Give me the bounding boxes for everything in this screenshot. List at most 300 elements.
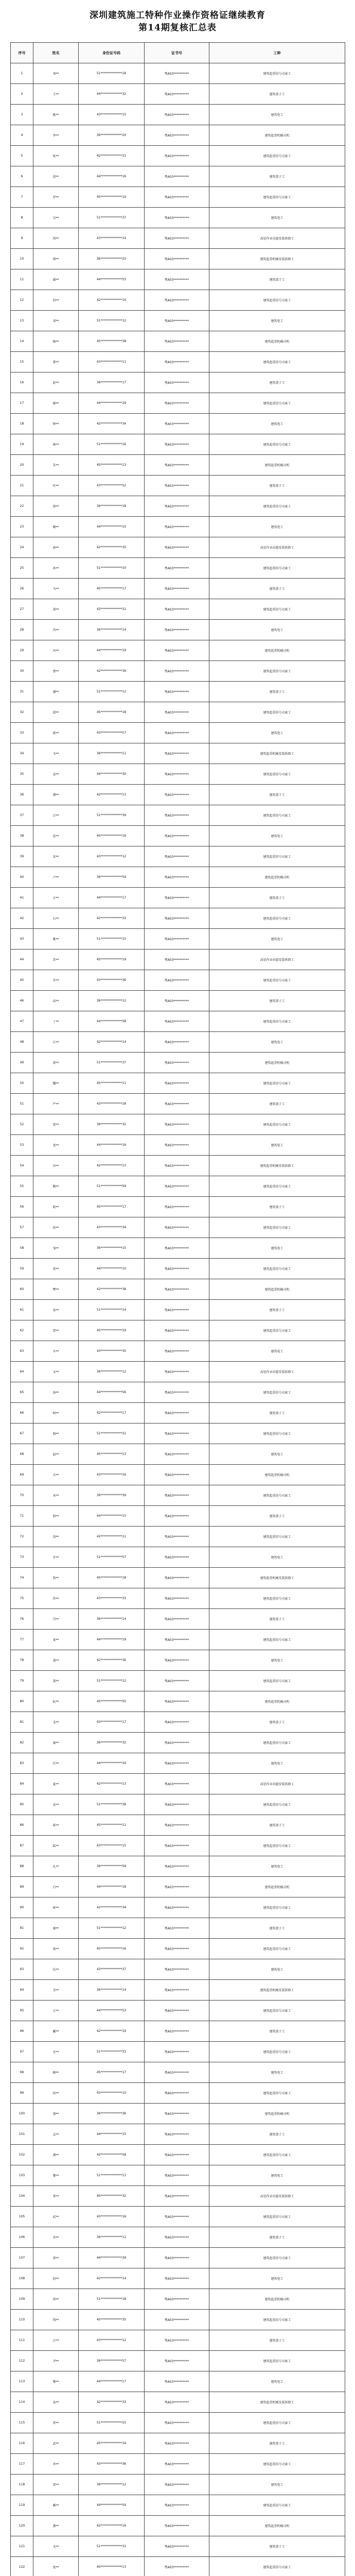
cell-id-number: 45**************19: [79, 187, 145, 208]
cell-index: 91: [11, 1918, 33, 1939]
cell-certificate-number: 粤A03**********: [145, 1217, 209, 1238]
cell-index: 73: [11, 1547, 33, 1568]
cell-name: 葛**: [33, 1939, 79, 1959]
cell-certificate-number: 粤A03**********: [145, 1733, 209, 1753]
cell-trade: 建筑架子工: [209, 579, 345, 599]
cell-index: 63: [11, 1341, 33, 1362]
cell-index: 44: [11, 950, 33, 970]
cell-id-number: 36**************59: [79, 1856, 145, 1877]
cell-name: 易**: [33, 2392, 79, 2413]
cell-trade: 建筑起重机械司机: [209, 2104, 345, 2124]
table-row: [11, 2392, 345, 2413]
cell-id-number: 51**************15: [79, 929, 145, 950]
cell-name: 邓**: [33, 311, 79, 331]
cell-id-number: 43**************36: [79, 970, 145, 991]
table-row: [11, 2207, 345, 2227]
cell-index: 51: [11, 1094, 33, 1114]
cell-certificate-number: 粤A03**********: [145, 146, 209, 166]
cell-name: 乔**: [33, 2454, 79, 2475]
cell-trade: 建筑起重信号司索工: [209, 2207, 345, 2227]
cell-name: 陆**: [33, 1836, 79, 1856]
cell-trade: 建筑起重信号司索工: [209, 2145, 345, 2165]
table-row: [11, 537, 345, 558]
cell-index: 13: [11, 311, 33, 331]
cell-name: 苏**: [33, 950, 79, 970]
table-row: [11, 1135, 345, 1156]
cell-name: 白**: [33, 1877, 79, 1897]
cell-trade: 建筑起重机械司机: [209, 1691, 345, 1712]
cell-certificate-number: 粤A03**********: [145, 1588, 209, 1609]
cell-name: 张**: [33, 146, 79, 166]
cell-name: 柯**: [33, 1403, 79, 1423]
table-row: [11, 2145, 345, 2165]
cell-name: 雷**: [33, 2289, 79, 2310]
cell-id-number: 45**************11: [79, 1815, 145, 1836]
cell-certificate-number: 粤A03**********: [145, 2310, 209, 2330]
cell-index: 33: [11, 723, 33, 743]
cell-certificate-number: 粤A03**********: [145, 2413, 209, 2433]
cell-index: 25: [11, 558, 33, 579]
cell-id-number: 44**************53: [79, 269, 145, 290]
cell-name: 邱**: [33, 702, 79, 723]
table-row: [11, 2001, 345, 2021]
cell-certificate-number: 粤A03**********: [145, 2021, 209, 2042]
cell-trade: 建筑起重信号司索工: [209, 1114, 345, 1135]
cell-trade: 建筑起重信号司索工: [209, 805, 345, 826]
cell-trade: 建筑起重机械司机: [209, 1465, 345, 1485]
cell-certificate-number: 粤A03**********: [145, 1259, 209, 1279]
cell-certificate-number: 粤A03**********: [145, 393, 209, 414]
cell-name: 姚**: [33, 929, 79, 950]
table-row: [11, 1712, 345, 1733]
cell-index: 85: [11, 1794, 33, 1815]
cell-certificate-number: 粤A03**********: [145, 2330, 209, 2351]
header-id-number: 身份证号码: [79, 43, 145, 63]
cell-name: 石**: [33, 908, 79, 929]
cell-index: 2: [11, 84, 33, 105]
cell-certificate-number: 粤A03**********: [145, 867, 209, 888]
cell-id-number: 42**************34: [79, 1897, 145, 1918]
table-row: [11, 2268, 345, 2289]
table-row: [11, 1300, 345, 1320]
table-row: [11, 1527, 345, 1547]
table-row: [11, 867, 345, 888]
cell-name: 严**: [33, 1094, 79, 1114]
table-row: [11, 1671, 345, 1691]
cell-certificate-number: 粤A03**********: [145, 2042, 209, 2062]
cell-id-number: 36**************11: [79, 743, 145, 764]
table-row: [11, 785, 345, 805]
cell-index: 61: [11, 1300, 33, 1320]
cell-name: 康**: [33, 1918, 79, 1939]
cell-name: 骆**: [33, 1423, 79, 1444]
table-row: [11, 2413, 345, 2433]
cell-name: 孟**: [33, 2124, 79, 2145]
table-row: [11, 743, 345, 764]
cell-index: 72: [11, 1527, 33, 1547]
cell-index: 83: [11, 1753, 33, 1774]
cell-name: 黄**: [33, 166, 79, 187]
cell-certificate-number: 粤A03**********: [145, 2104, 209, 2124]
table-row: [11, 558, 345, 579]
table-row: [11, 2165, 345, 2186]
cell-certificate-number: 粤A03**********: [145, 2351, 209, 2371]
cell-certificate-number: 粤A03**********: [145, 1939, 209, 1959]
cell-name: 洪**: [33, 1671, 79, 1691]
cell-index: 118: [11, 2475, 33, 2495]
cell-name: 姜**: [33, 1794, 79, 1815]
cell-name: 黎**: [33, 2165, 79, 2186]
cell-index: 69: [11, 1465, 33, 1485]
cell-certificate-number: 粤A03**********: [145, 517, 209, 537]
cell-id-number: 43**************37: [79, 1959, 145, 1980]
table-header-row: [11, 43, 345, 63]
cell-index: 58: [11, 1238, 33, 1259]
cell-certificate-number: 粤A03**********: [145, 991, 209, 1011]
cell-certificate-number: 粤A03**********: [145, 1073, 209, 1094]
cell-certificate-number: 粤A03**********: [145, 1465, 209, 1485]
cell-id-number: 42**************33: [79, 908, 145, 929]
cell-certificate-number: 粤A03**********: [145, 2536, 209, 2557]
cell-id-number: 51**************12: [79, 1918, 145, 1939]
table-row: [11, 372, 345, 393]
cell-index: 111: [11, 2330, 33, 2351]
cell-id-number: 45**************18: [79, 1568, 145, 1588]
cell-trade: 建筑架子工: [209, 1300, 345, 1320]
cell-index: 28: [11, 620, 33, 640]
cell-name: 李**: [33, 125, 79, 146]
cell-id-number: 51**************57: [79, 1547, 145, 1568]
cell-name: 段**: [33, 2268, 79, 2289]
cell-trade: 建筑电工: [209, 723, 345, 743]
cell-id-number: 44**************53: [79, 2001, 145, 2021]
table-row: [11, 352, 345, 372]
cell-name: 武**: [33, 2433, 79, 2454]
cell-index: 37: [11, 805, 33, 826]
table-row: [11, 434, 345, 455]
cell-trade: 建筑电工: [209, 517, 345, 537]
cell-certificate-number: 粤A03**********: [145, 311, 209, 331]
cell-id-number: 45**************17: [79, 579, 145, 599]
cell-trade: 建筑电工: [209, 2371, 345, 2392]
table-row: [11, 1053, 345, 1073]
cell-trade: 建筑起重信号司索工: [209, 1897, 345, 1918]
cell-certificate-number: 粤A03**********: [145, 2227, 209, 2248]
cell-certificate-number: 粤A03**********: [145, 2165, 209, 2186]
cell-index: 31: [11, 682, 33, 702]
cell-name: 崔**: [33, 1815, 79, 1836]
cell-index: 115: [11, 2413, 33, 2433]
cell-id-number: 36**************39: [79, 1485, 145, 1506]
table-row: [11, 1362, 345, 1382]
table-row: [11, 2536, 345, 2557]
cell-index: 86: [11, 1815, 33, 1836]
cell-id-number: 43**************52: [79, 476, 145, 496]
cell-trade: 建筑起重信号司索工: [209, 1217, 345, 1238]
cell-index: 95: [11, 2001, 33, 2021]
cell-id-number: 36**************18: [79, 496, 145, 517]
table-row: [11, 228, 345, 249]
cell-id-number: 44**************10: [79, 1259, 145, 1279]
cell-name: 简**: [33, 1506, 79, 1527]
cell-name: 贺**: [33, 2475, 79, 2495]
cell-name: 汤**: [33, 1382, 79, 1403]
cell-certificate-number: 粤A03**********: [145, 1403, 209, 1423]
table-row: [11, 1588, 345, 1609]
table-row: [11, 2433, 345, 2454]
cell-name: 汪**: [33, 805, 79, 826]
cell-certificate-number: 粤A03**********: [145, 476, 209, 496]
cell-trade: 建筑起重机械司机: [209, 640, 345, 661]
header-trade: 工种: [209, 43, 345, 63]
cell-certificate-number: 粤A03**********: [145, 661, 209, 682]
cell-id-number: 43**************18: [79, 1094, 145, 1114]
table-row: [11, 1980, 345, 2001]
cell-id-number: 45**************13: [79, 1444, 145, 1465]
document-title: [10, 9, 345, 34]
cell-index: 68: [11, 1444, 33, 1465]
cell-name: 林**: [33, 434, 79, 455]
cell-index: 93: [11, 1959, 33, 1980]
cell-name: 彭**: [33, 372, 79, 393]
table-row: [11, 290, 345, 311]
table-row: [11, 1114, 345, 1135]
cell-trade: 建筑起重信号司索工: [209, 1485, 345, 1506]
cell-id-number: 44**************15: [79, 2124, 145, 2145]
cell-index: 92: [11, 1939, 33, 1959]
cell-id-number: 42**************13: [79, 1156, 145, 1176]
table-row: [11, 1197, 345, 1217]
cell-trade: 建筑架子工: [209, 1197, 345, 1217]
cell-index: 122: [11, 2557, 33, 2576]
cell-name: 常**: [33, 2186, 79, 2207]
cell-certificate-number: 粤A03**********: [145, 970, 209, 991]
cell-id-number: 43**************34: [79, 1217, 145, 1238]
cell-id-number: 42**************34: [79, 414, 145, 434]
cell-index: 7: [11, 187, 33, 208]
cell-trade: 建筑起重信号司索工: [209, 1320, 345, 1341]
cell-trade: 建筑架子工: [209, 1918, 345, 1939]
cell-index: 48: [11, 1032, 33, 1053]
cell-trade: 建筑起重机械司机: [209, 2289, 345, 2310]
table-row: [11, 1630, 345, 1650]
cell-certificate-number: 粤A03**********: [145, 1794, 209, 1815]
cell-id-number: 51**************12: [79, 682, 145, 702]
cell-index: 103: [11, 2165, 33, 2186]
table-row: [11, 991, 345, 1011]
cell-trade: 建筑起重信号司索工: [209, 970, 345, 991]
cell-id-number: 36**************15: [79, 1238, 145, 1259]
cell-index: 24: [11, 537, 33, 558]
cell-name: 文**: [33, 1362, 79, 1382]
cell-trade: 建筑电工: [209, 1444, 345, 1465]
cell-id-number: 43**************12: [79, 2330, 145, 2351]
cell-name: 武**: [33, 2207, 79, 2227]
cell-certificate-number: 粤A03**********: [145, 2557, 209, 2576]
cell-index: 62: [11, 1320, 33, 1341]
cell-trade: 建筑起重信号司索工: [209, 1671, 345, 1691]
cell-id-number: 42**************14: [79, 2268, 145, 2289]
cell-id-number: 45**************17: [79, 1197, 145, 1217]
cell-name: 肖**: [33, 620, 79, 640]
table-row: [11, 1465, 345, 1485]
cell-trade: 建筑电工: [209, 620, 345, 640]
cell-index: 84: [11, 1774, 33, 1794]
table-row: [11, 620, 345, 640]
table-row: [11, 970, 345, 991]
cell-name: 韦**: [33, 743, 79, 764]
cell-id-number: 44**************19: [79, 640, 145, 661]
cell-id-number: 42**************31: [79, 146, 145, 166]
table-row: [11, 1815, 345, 1836]
cell-name: 莫**: [33, 1259, 79, 1279]
cell-index: 23: [11, 517, 33, 537]
cell-id-number: 36**************36: [79, 2104, 145, 2124]
cell-index: 59: [11, 1259, 33, 1279]
cell-trade: 建筑起重信号司索工: [209, 1423, 345, 1444]
cell-certificate-number: 粤A03**********: [145, 496, 209, 517]
cell-id-number: 51**************15: [79, 2413, 145, 2433]
cell-name: 唐**: [33, 537, 79, 558]
cell-certificate-number: 粤A03**********: [145, 249, 209, 269]
cell-certificate-number: 粤A03**********: [145, 2207, 209, 2227]
cell-id-number: 36**************12: [79, 2475, 145, 2495]
cell-certificate-number: 粤A03**********: [145, 1609, 209, 1630]
table-row: [11, 1897, 345, 1918]
cell-index: 16: [11, 372, 33, 393]
cell-id-number: 42**************17: [79, 1403, 145, 1423]
cell-id-number: 44**************54: [79, 2495, 145, 2516]
table-row: [11, 2248, 345, 2268]
cell-index: 71: [11, 1506, 33, 1527]
cell-certificate-number: 粤A03**********: [145, 2145, 209, 2165]
cell-index: 56: [11, 1197, 33, 1217]
table-row: [11, 1073, 345, 1094]
cell-id-number: 44**************30: [79, 764, 145, 785]
cell-index: 108: [11, 2268, 33, 2289]
cell-trade: 建筑架子工: [209, 2227, 345, 2248]
cell-trade: 建筑起重信号司索工: [209, 1794, 345, 1815]
cell-index: 29: [11, 640, 33, 661]
cell-id-number: 42**************35: [79, 537, 145, 558]
table-row: [11, 929, 345, 950]
cell-trade: 建筑架子工: [209, 2124, 345, 2145]
table-row: [11, 2227, 345, 2248]
cell-name: 雷**: [33, 1053, 79, 1073]
cell-name: 文**: [33, 2536, 79, 2557]
cell-id-number: 45**************18: [79, 702, 145, 723]
cell-certificate-number: 粤A03**********: [145, 228, 209, 249]
cell-trade: 建筑电工: [209, 414, 345, 434]
cell-certificate-number: 粤A03**********: [145, 1279, 209, 1300]
cell-certificate-number: 粤A03**********: [145, 1671, 209, 1691]
cell-index: 36: [11, 785, 33, 805]
table-row: [11, 1156, 345, 1176]
cell-trade: 高处作业吊篮安装拆卸工: [209, 1774, 345, 1794]
cell-id-number: 36**************57: [79, 2351, 145, 2371]
cell-name: 赖**: [33, 2495, 79, 2516]
cell-trade: 建筑起重信号司索工: [209, 908, 345, 929]
cell-index: 3: [11, 105, 33, 125]
cell-id-number: 43**************17: [79, 1712, 145, 1733]
cell-name: 袁**: [33, 764, 79, 785]
cell-certificate-number: 粤A03**********: [145, 558, 209, 579]
cell-name: 梁**: [33, 1114, 79, 1135]
cell-certificate-number: 粤A03**********: [145, 414, 209, 434]
cell-trade: 建筑起重信号司索工: [209, 2248, 345, 2268]
cell-trade: 建筑起重信号司索工: [209, 1588, 345, 1609]
cell-id-number: 36**************2X: [79, 125, 145, 146]
cell-name: 万**: [33, 2001, 79, 2021]
cell-id-number: 44**************15: [79, 1506, 145, 1527]
cell-trade: 建筑起重信号司索工: [209, 2083, 345, 2104]
cell-id-number: 43**************10: [79, 2083, 145, 2104]
cell-certificate-number: 粤A03**********: [145, 1238, 209, 1259]
cell-name: 黎**: [33, 2371, 79, 2392]
cell-certificate-number: 粤A03**********: [145, 1320, 209, 1341]
cell-index: 41: [11, 888, 33, 908]
cell-index: 94: [11, 1980, 33, 2001]
cell-index: 20: [11, 455, 33, 476]
cell-index: 81: [11, 1712, 33, 1733]
cell-id-number: 42**************36: [79, 1650, 145, 1671]
cell-index: 106: [11, 2227, 33, 2248]
cell-trade: 建筑电工: [209, 1650, 345, 1671]
cell-trade: 建筑架子工: [209, 991, 345, 1011]
cell-trade: 建筑电工: [209, 2165, 345, 2186]
cell-name: 范**: [33, 826, 79, 846]
cell-index: 53: [11, 1135, 33, 1156]
cell-id-number: 42**************58: [79, 2145, 145, 2165]
cell-id-number: 42**************13: [79, 1774, 145, 1794]
cell-name: 乔**: [33, 2227, 79, 2248]
cell-id-number: 44**************58: [79, 1011, 145, 1032]
cell-certificate-number: 粤A03**********: [145, 208, 209, 228]
cell-name: 阮**: [33, 1691, 79, 1712]
cell-index: 113: [11, 2371, 33, 2392]
table-row: [11, 2475, 345, 2495]
cell-trade: 建筑架子工: [209, 1815, 345, 1836]
cell-name: 涂**: [33, 1527, 79, 1547]
cell-index: 110: [11, 2310, 33, 2330]
cell-certificate-number: 粤A03**********: [145, 2268, 209, 2289]
cell-index: 76: [11, 1609, 33, 1630]
cell-index: 80: [11, 1691, 33, 1712]
cell-name: 刘**: [33, 63, 79, 84]
cell-id-number: 44**************16: [79, 1135, 145, 1156]
cell-index: 67: [11, 1423, 33, 1444]
cell-trade: 建筑架子工: [209, 476, 345, 496]
cell-trade: 建筑电工: [209, 208, 345, 228]
cell-name: 郑**: [33, 249, 79, 269]
cell-name: 周**: [33, 228, 79, 249]
table-row: [11, 105, 345, 125]
cell-index: 65: [11, 1382, 33, 1403]
cell-trade: 建筑起重机械安装拆卸工: [209, 249, 345, 269]
cell-name: 徐**: [33, 496, 79, 517]
cell-id-number: 42**************13: [79, 785, 145, 805]
cell-certificate-number: 粤A03**********: [145, 599, 209, 620]
cell-index: 50: [11, 1073, 33, 1094]
cell-trade: 建筑起重信号司索工: [209, 846, 345, 867]
cell-trade: 建筑电工: [209, 1753, 345, 1774]
cell-index: 39: [11, 846, 33, 867]
cell-name: 史**: [33, 2042, 79, 2062]
cell-trade: 高处作业吊篮安装拆卸工: [209, 950, 345, 970]
cell-name: 龚**: [33, 2516, 79, 2536]
cell-name: 覃**: [33, 1279, 79, 1300]
cell-index: 66: [11, 1403, 33, 1423]
